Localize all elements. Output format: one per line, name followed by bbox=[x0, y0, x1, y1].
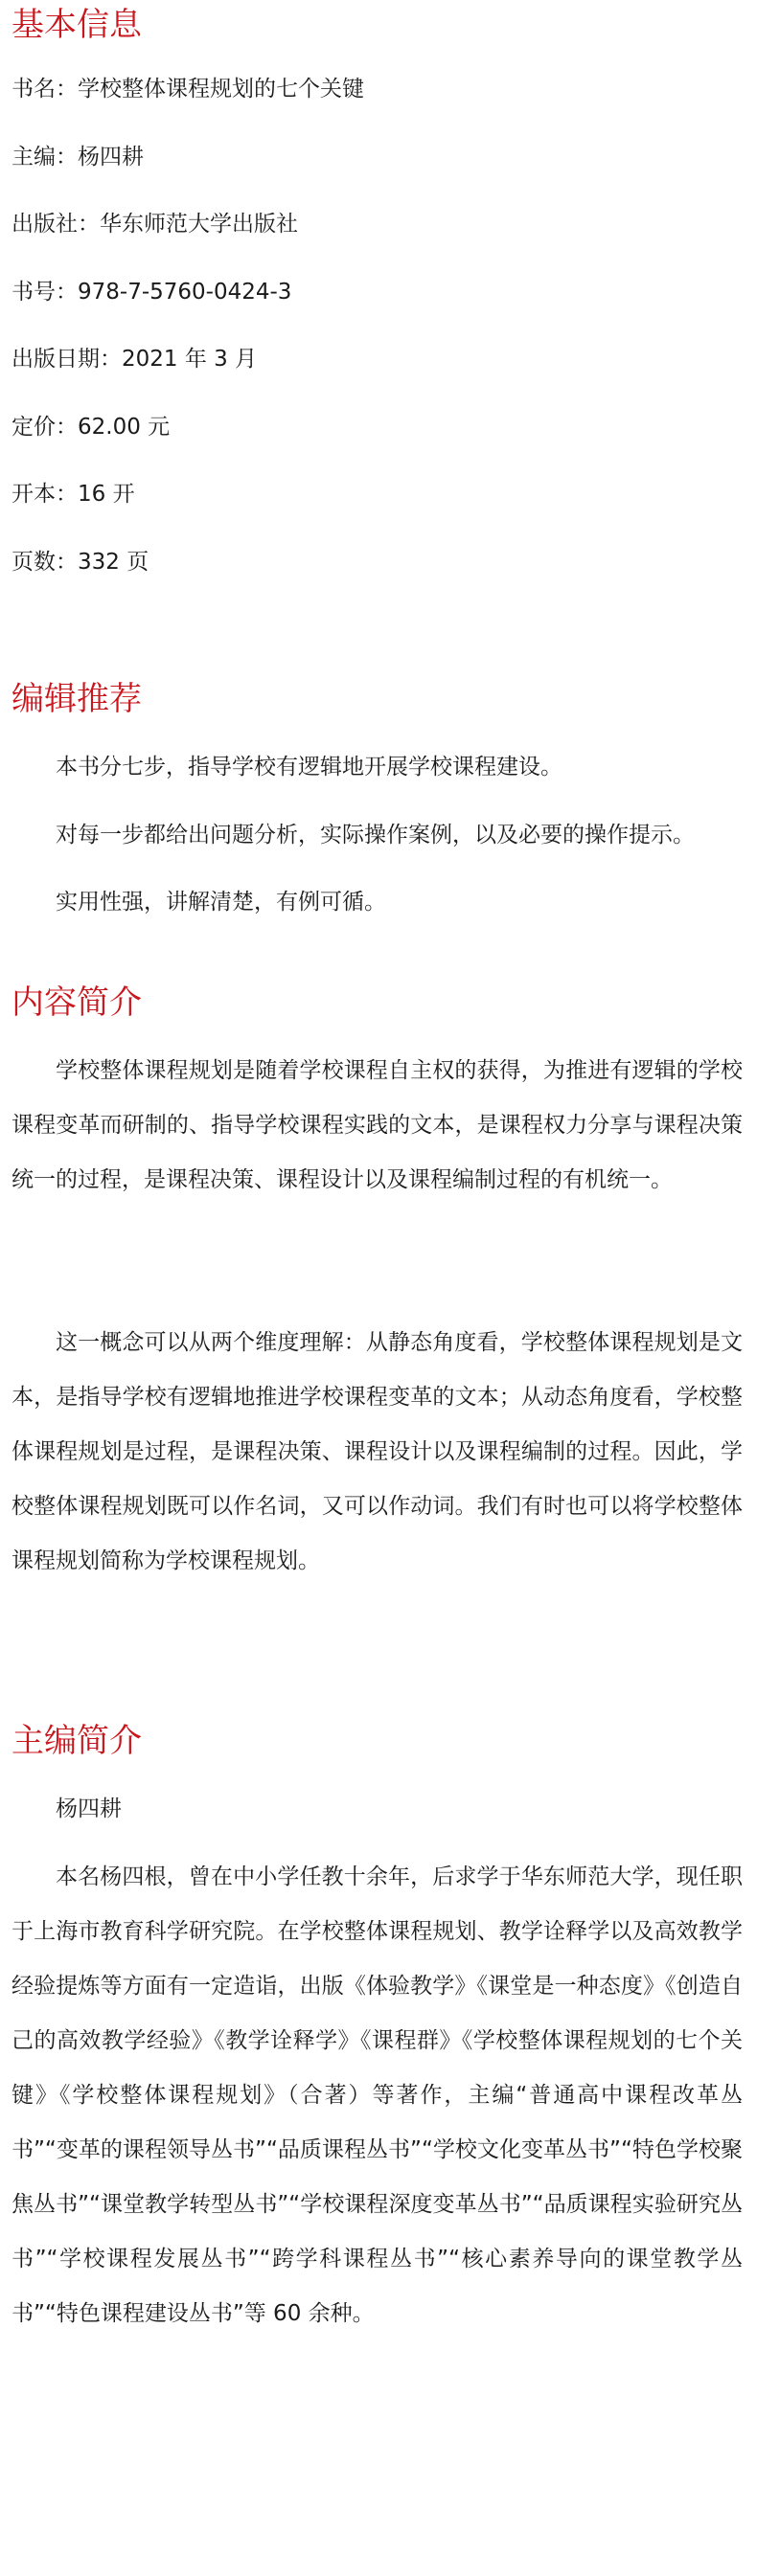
editor-recommendation-heading: 编辑推荐 bbox=[11, 680, 142, 718]
summary-paragraph: 这一概念可以从两个维度理解：从静态角度看，学校整体课程规划是文本，是指导学校有逻辑地推进学校课程变革的文本；从动态角度看，学校整体课程规划是过程，是课程决策、课程设计以及课程编制的过程。因此，学校整体课程规划既可以作名词，又可以作动词。我们有时也可以将学校整体课程规划简称为学校课程规划。 bbox=[11, 1330, 743, 1573]
info-isbn: 书号：978-7-5760-0424-3 bbox=[11, 280, 292, 305]
editor-name: 杨四耕 bbox=[56, 1796, 122, 1821]
info-pub-date: 出版日期：2021 年 3 月 bbox=[11, 347, 258, 372]
info-price: 定价：62.00 元 bbox=[11, 415, 171, 440]
info-format: 开本：16 开 bbox=[11, 482, 135, 507]
content-summary-heading: 内容简介 bbox=[11, 983, 142, 1022]
editor-intro-heading: 主编简介 bbox=[11, 1722, 142, 1760]
info-editor: 主编：杨四耕 bbox=[11, 145, 144, 169]
summary-paragraph: 学校整体课程规划是随着学校课程自主权的获得，为推进有逻辑的学校课程变革而研制的、指导学校课程实践的文本，是课程权力分享与课程决策统一的过程，是课程决策、课程设计以及课程编制过程的有机统一。 bbox=[11, 1058, 743, 1192]
info-title: 书名：学校整体课程规划的七个关键 bbox=[11, 77, 364, 102]
basic-info-heading: 基本信息 bbox=[11, 6, 142, 44]
recommendation-paragraph: 对每一步都给出问题分析，实际操作案例，以及必要的操作提示。 bbox=[56, 823, 695, 847]
info-publisher: 出版社：华东师范大学出版社 bbox=[11, 212, 298, 237]
editor-bio-paragraph: 本名杨四根，曾在中小学任教十余年，后求学于华东师范大学，现任职于上海市教育科学研究院。在学校整体课程规划、教学诠释学以及高效教学经验提炼等方面有一定造诣，出版《体验教学》《课堂是一种态度》《创造自己的高效教学经验》《教学诠释学》《课程群》《学校整体课程规划的七个关键》《学校整体课程规划》（合著）等著作，主编“普通高中课程改革丛书”“变革的课程领导丛书”“品质课程丛书”“学校文化变革丛书”“特色学校聚焦丛书”“课堂教学转型丛书”“学校课程深度变革丛书”“品质课程实验研究丛书”“学校课程发展丛书”“跨学科课程丛书”“核心素养导向的课堂教学丛书”“特色课程建设丛书”等 60 余种。 bbox=[11, 1864, 743, 2326]
recommendation-paragraph: 本书分七步，指导学校有逻辑地开展学校课程建设。 bbox=[56, 755, 562, 780]
info-pages: 页数：332 页 bbox=[11, 550, 149, 575]
recommendation-paragraph: 实用性强，讲解清楚，有例可循。 bbox=[56, 890, 386, 915]
